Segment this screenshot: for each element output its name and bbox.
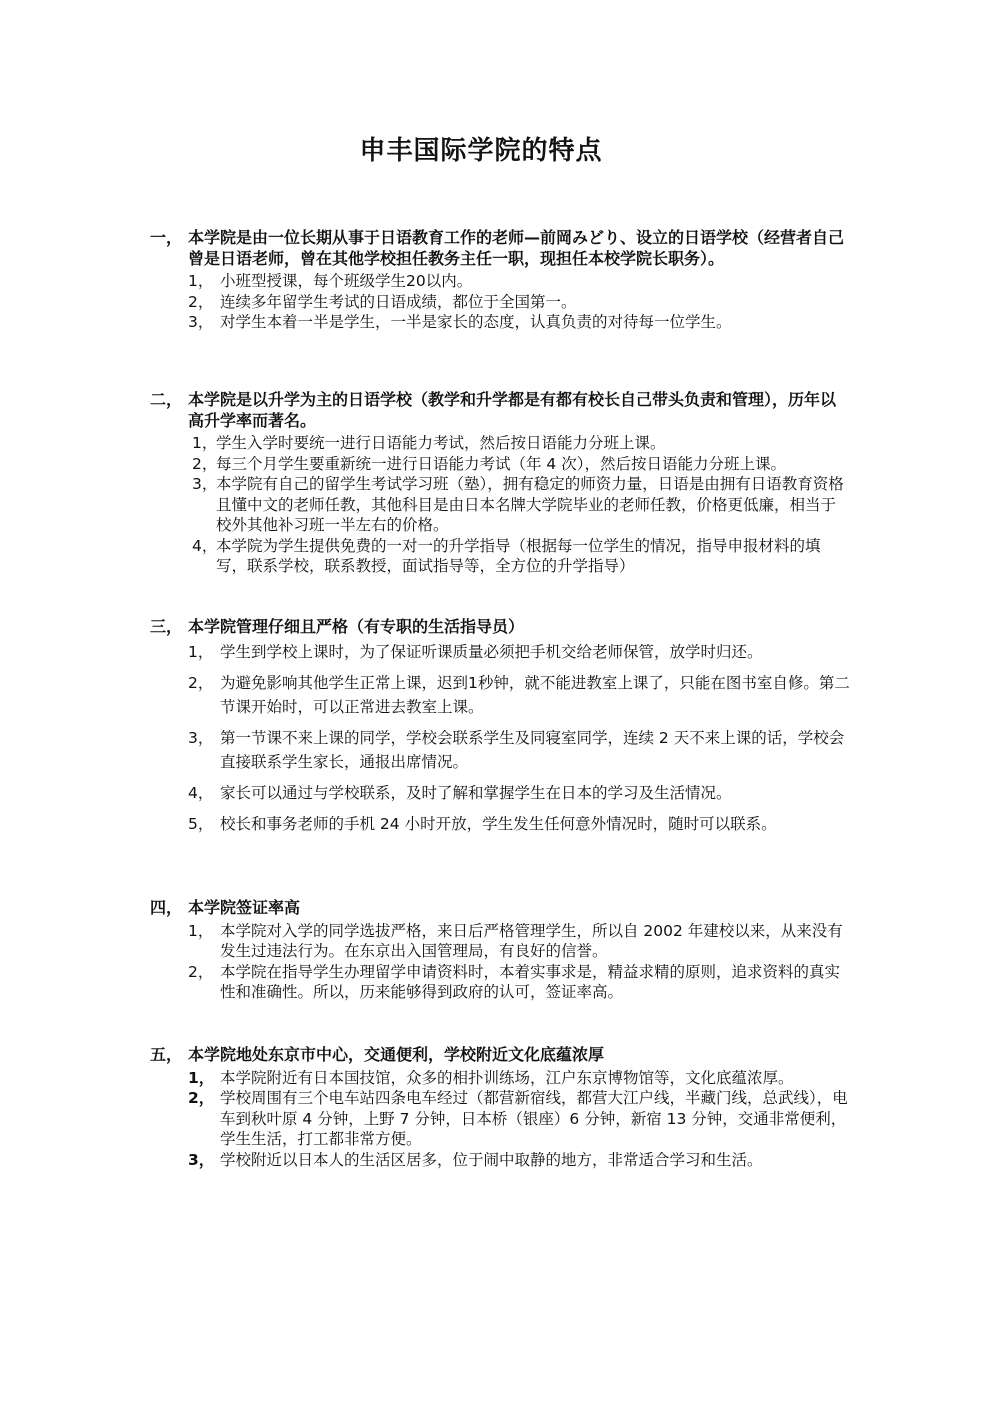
item-number: 3， — [188, 313, 214, 331]
item-number: 2， — [188, 673, 214, 692]
section-4 — [150, 898, 850, 1003]
list-item — [150, 474, 850, 536]
list-item — [150, 671, 850, 719]
item-text: 对学生本着一半是学生，一半是家长的态度，认真负责的对待每一位学生。 — [220, 313, 732, 331]
list-item — [150, 1088, 850, 1150]
section-heading — [150, 898, 850, 919]
item-text: 每三个月学生要重新统一进行日语能力考试（年 4 次），然后按日语能力分班上课。 — [216, 454, 786, 473]
item-text: 学生入学时要统一进行日语能力考试，然后按日语能力分班上课。 — [216, 434, 666, 452]
item-text: 学生到学校上课时，为了保证听课质量必须把手机交给老师保管，放学时归还。 — [220, 642, 763, 661]
item-number: 5， — [188, 814, 214, 833]
item-number: 1， — [188, 272, 214, 290]
item-number: 3， — [188, 728, 214, 747]
item-number: 2， — [188, 1089, 215, 1107]
list-item — [150, 536, 850, 577]
section-number: 二， — [150, 390, 183, 409]
section-heading-text: 本学院地处东京市中心，交通便利，学校附近文化底蕴浓厚 — [188, 1045, 605, 1064]
item-text: 家长可以通过与学校联系，及时了解和掌握学生在日本的学习及生活情况。 — [220, 783, 732, 802]
item-number: 2， — [188, 962, 214, 981]
item-text: 校长和事务老师的手机 24 小时开放，学生发生任何意外情况时，随时可以联系。 — [220, 814, 777, 833]
list-item — [150, 454, 850, 475]
item-text: 连续多年留学生考试的日语成绩，都位于全国第一。 — [220, 292, 577, 311]
item-number: 4， — [188, 783, 214, 802]
item-text: 为避免影响其他学生正常上课，迟到1秒钟，就不能进教室上课了，只能在图书室自修。第二节课开始时，可以正常进去教室上课。 — [220, 673, 850, 716]
section-heading-text: 本学院管理仔细且严格（有专职的生活指导员） — [188, 617, 525, 636]
item-number: 2， — [188, 292, 214, 311]
item-text: 本学院为学生提供免费的一对一的升学指导（根据每一位学生的情况，指导申报材料的填写，联系学校，联系教授，面试指导等，全方位的升学指导） — [216, 536, 821, 575]
section-heading-text: 本学院是以升学为主的日语学校（教学和升学都是有都有校长自己带头负责和管理），历年以高升学率而著名。 — [188, 390, 837, 430]
item-text: 小班型授课，每个班级学生20以内。 — [220, 272, 473, 290]
list-item — [150, 433, 850, 454]
list-item — [150, 292, 850, 313]
list-item — [150, 726, 850, 774]
list-item — [150, 962, 850, 1003]
item-number: 1， — [188, 921, 214, 940]
section-number: 一， — [150, 228, 183, 247]
section-2 — [150, 390, 850, 577]
section-5 — [150, 1045, 850, 1170]
item-number: 3， — [192, 475, 218, 493]
list-item — [150, 271, 850, 292]
item-text: 本学院在指导学生办理留学申请资料时，本着实事求是，精益求精的原则，追求资料的真实性和准确性。所以，历来能够得到政府的认可，签证率高。 — [220, 962, 841, 1001]
section-number: 四， — [150, 898, 183, 917]
list-item — [150, 781, 850, 805]
section-number: 三， — [150, 617, 183, 636]
list-item — [150, 921, 850, 962]
section-heading — [150, 390, 850, 431]
section-heading — [150, 617, 850, 638]
list-item — [150, 812, 850, 836]
item-text: 学校附近以日本人的生活区居多，位于闹中取静的地方，非常适合学习和生活。 — [220, 1150, 763, 1169]
section-1 — [150, 228, 850, 333]
item-number: 1， — [192, 434, 218, 452]
item-text: 本学院附近有日本国技馆，众多的相扑训练场，江户东京博物馆等，文化底蕴浓厚。 — [220, 1068, 794, 1087]
section-3 — [150, 617, 850, 843]
list-item — [150, 312, 850, 333]
page-title: 申丰国际学院的特点 — [359, 136, 603, 166]
item-text: 本学院对入学的同学选拔严格，来日后严格管理学生，所以自 2002 年建校以来，从来没有发生过违法行为。在东京出入国管理局，有良好的信誉。 — [220, 921, 843, 960]
item-number: 1， — [188, 1068, 215, 1087]
list-item — [150, 1068, 850, 1089]
list-item — [150, 640, 850, 664]
section-heading — [150, 1045, 850, 1066]
item-number: 4， — [192, 536, 218, 555]
item-number: 2， — [192, 454, 218, 473]
item-number: 1， — [188, 642, 214, 661]
item-text: 本学院有自己的留学生考试学习班（塾），拥有稳定的师资力量，日语是由拥有日语教育资格且懂中文的老师任教，其他科目是由日本名牌大学院毕业的老师任教，价格更低廉，相当于校外其他补习班一半左右的价格。 — [216, 475, 844, 534]
item-number: 3， — [188, 1150, 215, 1169]
item-text: 第一节课不来上课的同学，学校会联系学生及同寝室同学，连续 2 天不来上课的话，学校会直接联系学生家长，通报出席情况。 — [220, 728, 845, 771]
section-number: 五， — [150, 1045, 183, 1064]
section-heading — [150, 228, 850, 269]
item-text: 学校周围有三个电车站四条电车经过（都营新宿线，都营大江户线，半藏门线，总武线），电车到秋叶原 4 分钟，上野 7 分钟，日本桥（银座）6 分钟，新宿 13 分钟，交通非常便利，学生生活，打工都非常方便。 — [220, 1089, 848, 1148]
section-heading-text: 本学院是由一位长期从事于日语教育工作的老师—前岡みどり、设立的日语学校（经营者自己曾是日语老师，曾在其他学校担任教务主任一职，现担任本校学院长职务）。 — [188, 228, 845, 268]
section-heading-text: 本学院签证率高 — [188, 898, 301, 917]
list-item — [150, 1150, 850, 1171]
